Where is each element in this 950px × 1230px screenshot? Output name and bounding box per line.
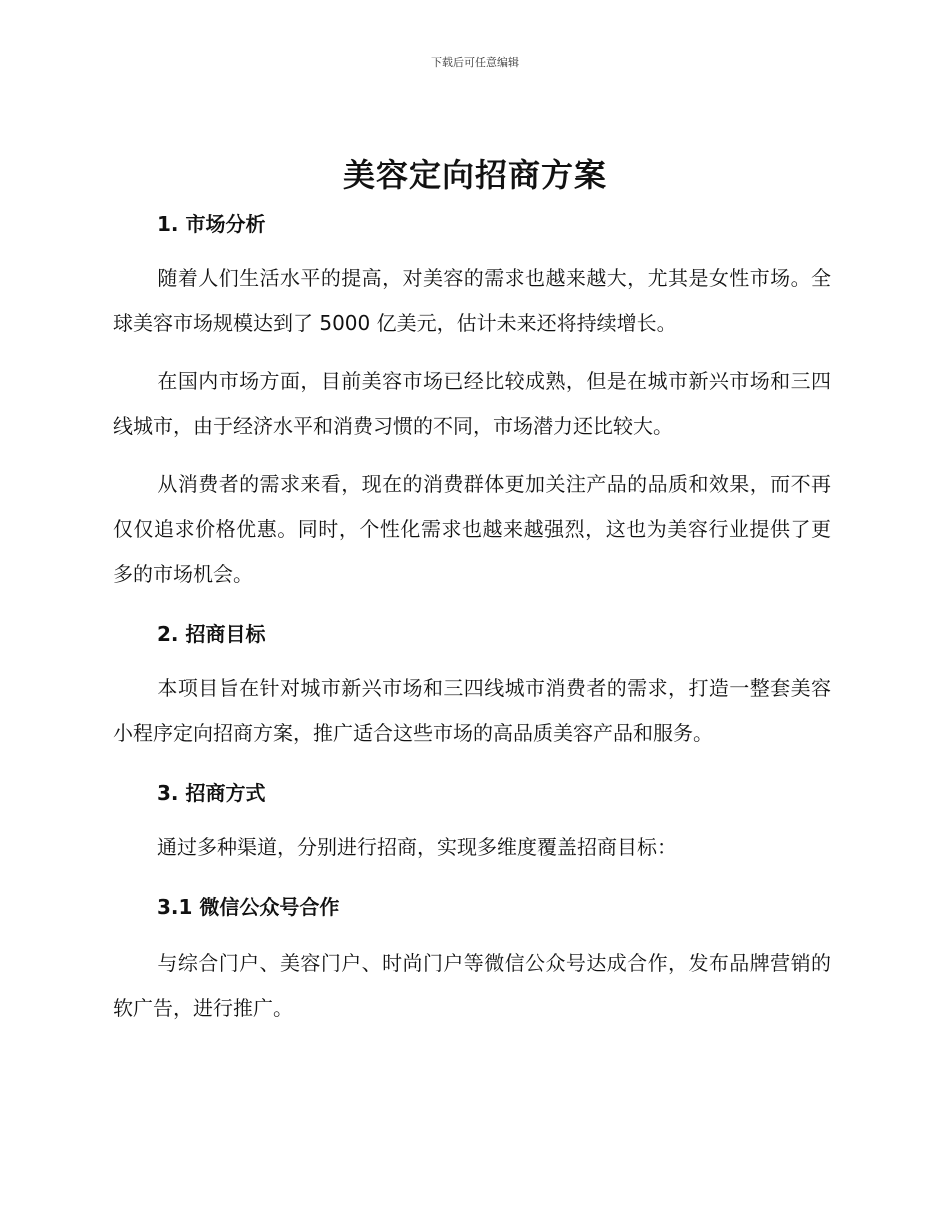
- heading-wechat: 3.1 微信公众号合作: [157, 895, 340, 919]
- heading-method: 3. 招商方式: [157, 781, 266, 805]
- paragraph-wechat: 与综合门户、美容门户、时尚门户等微信公众号达成合作，发布品牌营销的软广告，进行推广。: [113, 951, 831, 1020]
- heading-market-analysis: 1. 市场分析: [157, 212, 266, 236]
- paragraph-market-1: 随着人们生活水平的提高，对美容的需求也越来越大，尤其是女性市场。全球美容市场规模达到了 5000 亿美元，估计未来还将持续增长。: [113, 266, 831, 335]
- heading-goal: 2. 招商目标: [157, 622, 266, 646]
- paragraph-goal: 本项目旨在针对城市新兴市场和三四线城市消费者的需求，打造一整套美容小程序定向招商方案，推广适合这些市场的高品质美容产品和服务。: [113, 676, 831, 745]
- paragraph-method: 通过多种渠道，分别进行招商，实现多维度覆盖招商目标：: [157, 835, 677, 859]
- paragraph-market-3: 从消费者的需求来看，现在的消费群体更加关注产品的品质和效果，而不再仅仅追求价格优惠。同时，个性化需求也越来越强烈，这也为美容行业提供了更多的市场机会。: [113, 472, 831, 586]
- document-title: 美容定向招商方案: [342, 156, 607, 194]
- paragraph-market-2: 在国内市场方面，目前美容市场已经比较成熟，但是在城市新兴市场和三四线城市，由于经济水平和消费习惯的不同，市场潜力还比较大。: [113, 369, 831, 438]
- header-note: 下载后可任意编辑: [431, 56, 519, 69]
